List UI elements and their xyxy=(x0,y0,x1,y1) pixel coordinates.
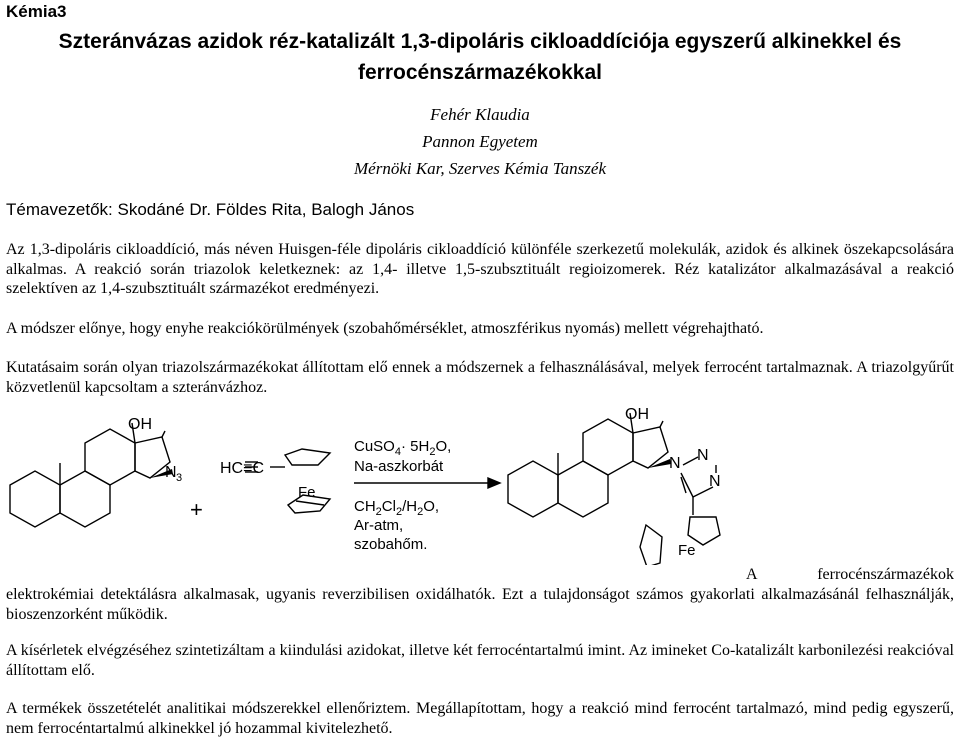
paragraph-advantage: A módszer előnye, hogy enyhe reakciókörülmények (szobahőmérséklet, atmoszférikus nyomás) mellett végrehajtható. xyxy=(6,320,764,337)
paragraph-synthesis: A kísérletek elvégzéséhez szintetizáltam a kiindulási azidokat, illetve két ferrocéntartalmú imint. Az imineket Co-katalizált karbonilezési reakcióval állítottam elő. xyxy=(6,642,954,679)
fe-label-product: Fe xyxy=(678,542,696,559)
paragraph-research: Kutatásaim során olyan triazolszármazékokat állítottam elő ennek a módszernek a felhasználásával, melyek ferrocént tartalmaznak. A triazolgyűrűt közvetlenül kapcsoltam a szteránvázhoz. xyxy=(6,359,954,396)
author-block xyxy=(0,101,960,182)
author-university: Pannon Egyetem xyxy=(422,132,538,151)
condition-line-1: CuSO$_4$· $5H_2O$, xyxy=(354,438,452,458)
triazole-n3: N xyxy=(709,473,721,490)
triazole-n1: N xyxy=(669,455,681,472)
reaction-scheme xyxy=(0,405,960,565)
oh-label-product: OH xyxy=(625,406,649,423)
triazole-n2: N xyxy=(697,447,709,464)
paragraph-ferrocene-start: A ferrocénszármazékok xyxy=(746,566,954,583)
title-line-2: ferrocénszármazékokkal xyxy=(358,61,602,84)
paragraph-intro: Az 1,3-dipoláris cikloaddíció, más néven Huisgen-féle dipoláris cikloaddíció különféle szerkezetű molekulák, azidok és alkinek öszekapcsolására alkalmas. A reakció során triazolok keletkeznek: az 1,4- illetve 1,5-szubsztituált regioizomerek. Réz katalizátor alkalmazásával a reakció szelektíven az 1,4-szubsztituált származékot eredményezi. xyxy=(6,241,954,297)
plus-sign: + xyxy=(190,497,203,522)
section-label: Kémia3 xyxy=(6,2,67,21)
author-name: Fehér Klaudia xyxy=(430,105,530,124)
azide-label: N xyxy=(165,464,177,481)
alkyne-label: HC≡C xyxy=(220,460,264,477)
title-line-1: Szteránvázas azidok réz-katalizált 1,3-dipoláris cikloaddíciója egyszerű alkinekkel és xyxy=(58,30,902,53)
condition-line-5: szobahőm. xyxy=(354,536,428,553)
fe-label-reactant: Fe xyxy=(298,484,316,501)
condition-line-4: Ar-atm, xyxy=(354,517,404,534)
condition-line-2: Na-aszkorbát xyxy=(354,458,444,475)
azide-subscript: 3 xyxy=(176,472,183,484)
paper-title xyxy=(20,26,940,88)
supervisors: Témavezetők: Skodáné Dr. Földes Rita, Balogh János xyxy=(6,200,415,219)
paragraph-analysis: A termékek összetételét analitikai módszerekkel ellenőriztem. Megállapítottam, hogy a reakció mind ferrocént tartalmazó, mind pedig egyszerű, nem ferrocéntartalmú alkinekkel jó hozammal kivitelezhető. xyxy=(6,700,954,737)
steroid-skeleton-reactant xyxy=(10,423,170,527)
author-department: Mérnöki Kar, Szerves Kémia Tanszék xyxy=(354,159,606,178)
paragraph-ferrocene: elektrokémiai detektálásra alkalmasak, ugyanis reverzibilisen oxidálhatók. Ezt a tulajdonságot számos gyakorlati alkalmazásánál felhasználják, bioszenzorként működik. xyxy=(6,586,954,623)
oh-label-reactant: OH xyxy=(128,416,152,433)
condition-line-3: $CH_2Cl_2/H_2O$, xyxy=(354,498,440,518)
steroid-skeleton-product xyxy=(508,413,668,517)
ferrocene-reactant xyxy=(285,449,330,513)
